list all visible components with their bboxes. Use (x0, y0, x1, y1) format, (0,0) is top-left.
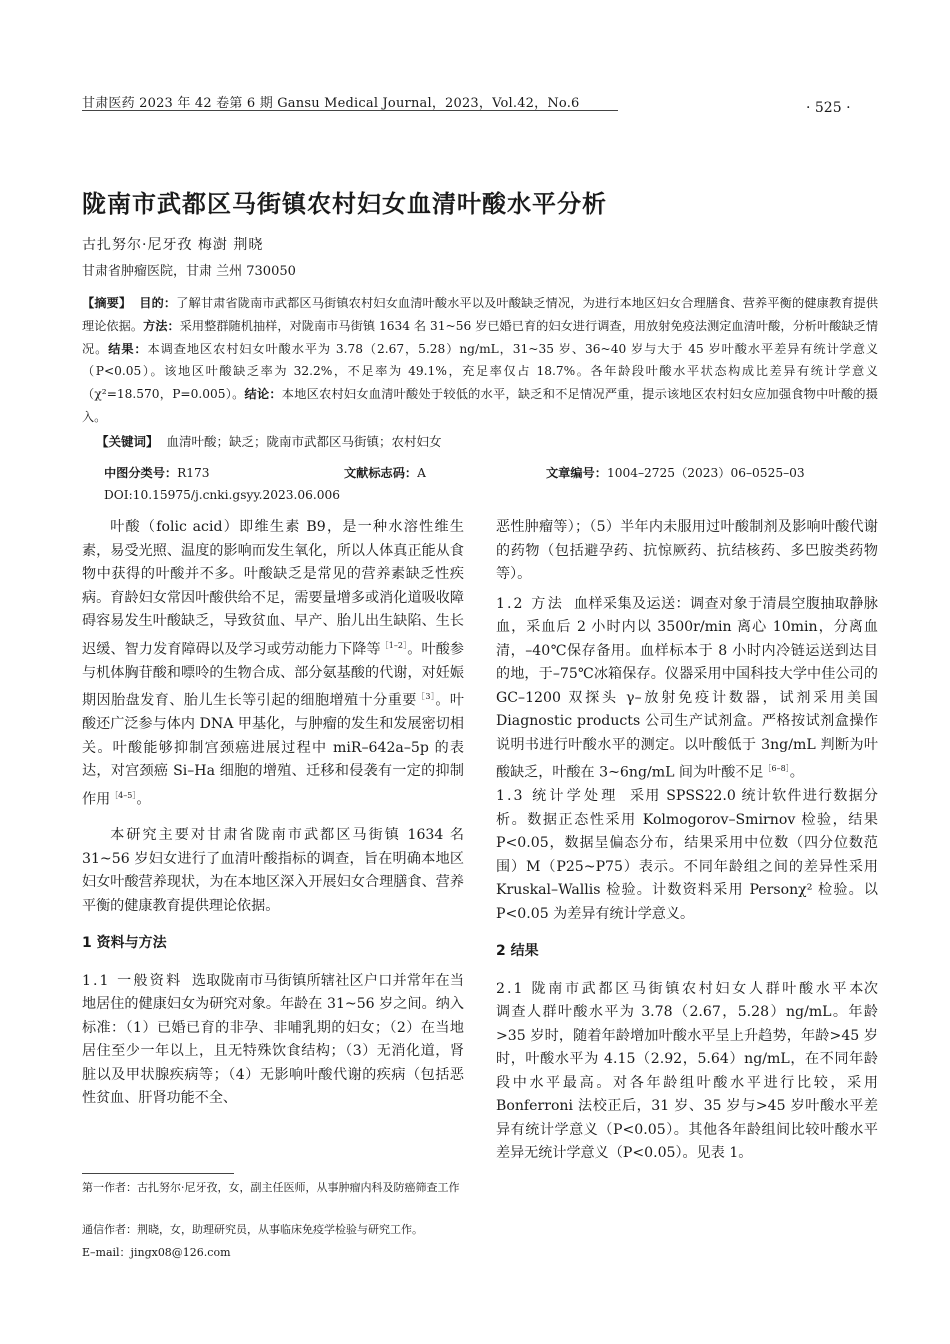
abstract-label: 【摘要】 (82, 296, 132, 310)
right-column (496, 516, 878, 1166)
document-code: 文献标志码：A (344, 466, 426, 480)
method-label: 方法： (143, 318, 180, 333)
section-2-heading: 2 结果 (496, 943, 539, 960)
subsection-2-1: 2.1 陇南市武都区马街镇农村妇女人群叶酸水平本次调查人群叶酸水平为 3.78（2.67，5.28）ng/mL。年龄>35 岁时，随着年龄增加叶酸水平呈上升趋势，年龄>45 岁时，叶酸水平为 4.15（2.92，5.64）ng/mL，在不同年龄段中水平最高。对各年龄组叶酸水平进行比较，采用 Bonferroni 法校正后，31 岁、35 岁与>45 岁叶酸水平差异有统计学意义（P<0.05）。其他各年龄组间比较叶酸水平差异无统计学意义（P<0.05）。见表 1。 (496, 980, 878, 1162)
keywords (96, 432, 441, 450)
article-title: 陇南市武都区马街镇农村妇女血清叶酸水平分析 (82, 190, 607, 218)
footnote-rule (82, 1173, 234, 1174)
doi: DOI:10.15975/j.cnki.gsyy.2023.06.006 (104, 488, 341, 502)
paragraph-continued: 恶性肿瘤等）；（5）半年内未服用过叶酸制剂及影响叶酸代谢的药物（包括避孕药、抗惊厥药、抗结核药、多巴胺类药物等）。 (496, 519, 878, 582)
citation: ［1–2］ (380, 640, 408, 650)
method-text: 采用整群随机抽样，对陇南市马街镇 1634 名 31~56 岁已婚已育的妇女进行调查，用放射免疫法测定血清叶酸，分析叶酸缺乏情况。 (82, 318, 879, 356)
citation: ［6–8］ (763, 764, 790, 773)
clc-number: 中图分类号：R173 (104, 466, 210, 480)
header-rule (82, 110, 618, 111)
journal-header: 甘肃医药 2023 年 42 卷第 6 期 Gansu Medical Journal，2023，Vol.42，No.6 (82, 96, 580, 111)
subsection-1-1: 1.1 一般资料 选取陇南市马街镇所辖社区户口并常年在当地居住的健康妇女为研究对象。年龄在 31~56 岁之间。纳入标准：（1）已婚已育的非孕、非哺乳期的妇女；（2）在当地居住至少一年以上，且无特殊饮食结构；（3）无消化道，肾脏以及甲状腺疾病等；（4）无影响叶酸代谢的疾病（包括恶性贫血、肝肾功能不全、 (82, 972, 464, 1107)
footnote-email: E–mail：jingx08@126.com (82, 1246, 231, 1259)
result-text: 本调查地区农村妇女叶酸水平为 3.78（2.67，5.28）ng/mL，31~35 岁、36~40 岁与大于 45 岁叶酸水平差异有统计学意义（P<0.05）。该地区叶酸缺乏率为 32.2%，不足率为 49.1%，充足率仅占 18.7%。各年龄段叶酸水平状态构成比差异有统计学意义（χ²=18.570，P=0.005）。 (82, 341, 879, 402)
conclusion-label: 结论： (244, 387, 282, 402)
subsection-1-3: 1.3 统计学处理 采用 SPSS22.0 统计软件进行数据分析。数据正态性采用 Kolmogorov–Smirnov 检验，结果 P<0.05，数据呈偏态分布，结果采用中位数（四分位数范围）M（P25~P75）表示。不同年龄组之间的差异性采用 Kruskal–Wallis 检验。计数资料采用 Personχ² 检验。以 P<0.05 为差异有统计学意义。 (496, 788, 878, 922)
subsection-1-2: 1.2 方法 血样采集及运送：调查对象于清晨空腹抽取静脉血，采血后 2 小时内以 3500r/min 离心 10min，分离血清，–40℃保存备用。血样标本于 8 小时内冷链运送到达目的地，于–75℃冰箱保存。仪器采用中国科技大学中佳公司的 GC–1200 双探头 γ–放射免疫计数器，试剂采用美国 Diagnostic products 公司生产试剂盒。严格按试剂盒操作说明书进行叶酸水平的测定。以叶酸低于 3ng/mL 判断为叶酸缺乏，叶酸在 3~6ng/mL 间为叶酸不足$^{[6-8]}$。 (496, 595, 878, 781)
keywords-text: 血清叶酸；缺乏；陇南市武都区马街镇；农村妇女 (166, 434, 442, 449)
result-label: 结果： (108, 341, 148, 356)
section-1-heading: 1 资料与方法 (82, 935, 167, 952)
keywords-label: 【关键词】 (96, 434, 159, 449)
objective-text: 了解甘肃省陇南市武都区马街镇农村妇女血清叶酸水平以及叶酸缺乏情况，为进行本地区妇女合理膳食、营养平衡的健康教育提供理论依据。 (82, 296, 879, 333)
page-number: · 525 · (806, 100, 851, 116)
subsection-label: 1.1 一般资料 (82, 972, 183, 989)
left-column (82, 516, 464, 1111)
intro-paragraph-1: 叶酸（folic acid）即维生素 B9，是一种水溶性维生素，易受光照、温度的影响而发生氧化，所以人体真正能从食物中获得的叶酸并不多。叶酸缺乏是常见的营养素缺乏性疾病。育龄妇女常因叶酸供给不足，需要量增多或消化道吸收障碍容易发生叶酸缺乏，导致贫血、早产、胎儿出生缺陷、生长迟缓、智力发育障碍以及学习或劳动能力下降等$^{[1-2]}$。叶酸参与机体胸苷酸和嘌呤的生物合成、部分氨基酸的代谢，对妊娠期因胎盘发育、胎儿生长等引起的细胞增殖十分重要$^{[3]}$。叶酸还广泛参与体内 DNA 甲基化，与肿瘤的发生和发展密切相关。叶酸能够抑制宫颈癌进展过程中 miR–642a–5p 的表达，对宫颈癌 Si–Ha 细胞的增殖、迁移和侵袭有一定的抑制作用$^{[4-5]}$。 (82, 519, 465, 808)
objective-label: 目的： (139, 296, 177, 310)
authors: 古扎努尔·尼牙孜 梅澍 荆晓 (82, 237, 264, 253)
intro-paragraph-2: 本研究主要对甘肃省陇南市武都区马街镇 1634 名 31~56 岁妇女进行了血清叶酸指标的调查，旨在明确本地区妇女叶酸营养现状，为在本地区深入开展妇女合理膳食、营养平衡的健康教育提供理论依据。 (82, 827, 464, 914)
footnote-corresponding: 通信作者：荆晓，女，助理研究员，从事临床免疫学检验与研究工作。 (82, 1223, 423, 1236)
article-number: 文章编号：1004–2725（2023）06–0525–03 (546, 466, 805, 480)
footnote-first-author: 第一作者：古扎努尔·尼牙孜，女，副主任医师，从事肿瘤内科及防癌筛查工作 (82, 1181, 460, 1194)
affiliation: 甘肃省肿瘤医院，甘肃 兰州 730050 (82, 264, 296, 279)
citation: ［3］ (416, 692, 436, 702)
citation: ［4–5］ (110, 790, 137, 800)
abstract (82, 292, 878, 429)
conclusion-text: 本地区农村妇女血清叶酸处于较低的水平，缺乏和不足情况严重，提示该地区农村妇女应加强食物中叶酸的摄入。 (82, 387, 878, 424)
